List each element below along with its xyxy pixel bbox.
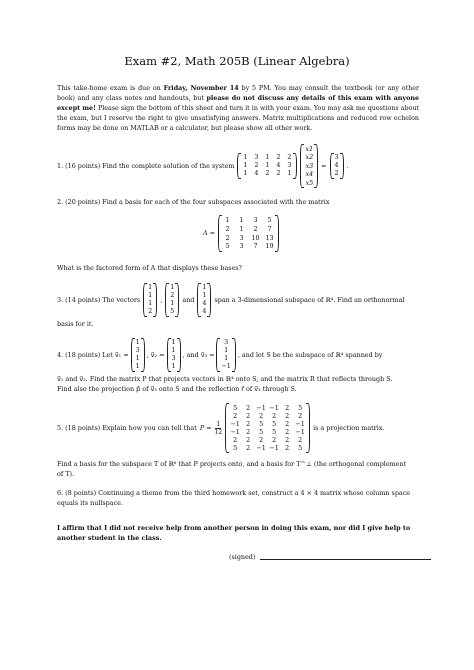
q4-v2-label: , v⃗₂ = bbox=[146, 350, 165, 359]
q3-vector-1 bbox=[143, 283, 157, 316]
intro-text-3: Please sign the bottom of this sheet and turn it in with your exam. You may ask me questions about the exam, but I reserve the right to give unsatisfying answers. Matrix multiplications and reduced row echelon forms may be done on MATLAB or a calculator, but please show all other work. bbox=[57, 104, 419, 132]
q5-matrix-entry: 2 bbox=[259, 412, 264, 420]
q4-v3-label: , and v⃗₃ = bbox=[182, 350, 215, 359]
q4-v3-entry: −1 bbox=[221, 361, 231, 370]
q1-matrix-entry: 2 bbox=[254, 161, 259, 170]
q4-v1-entry: 3 bbox=[135, 346, 140, 355]
q1-matrix-entry: 2 bbox=[265, 168, 270, 177]
q1-matrix-entry: 1 bbox=[265, 161, 270, 170]
q5-lead: 5. (18 points) Explain how you can tell that bbox=[57, 423, 197, 432]
q5-line-3: of T). bbox=[57, 470, 75, 478]
q5-matrix-entry: 2 bbox=[246, 412, 251, 420]
q5-matrix-entry: −1 bbox=[256, 444, 266, 452]
q2-matrix-label: A = bbox=[203, 229, 216, 238]
q5-fraction-numerator: 1 bbox=[216, 420, 221, 428]
q2-matrix-entry: 2 bbox=[225, 224, 230, 233]
q2-matrix-entry: 1 bbox=[225, 216, 230, 224]
question-2-text: 2. (20 points) Find a basis for each of the four subspaces associated with the matrix bbox=[57, 198, 330, 206]
q3-text: 3. (14 points) The vectors bbox=[57, 295, 141, 304]
q1-unknown-entry: x3 bbox=[305, 161, 314, 170]
q5-line-2: Find a basis for the subspace T of ℝ⁶ that P projects onto, and a basis for T^⊥ (the orthogonal complement bbox=[57, 460, 407, 468]
q4-vector-3 bbox=[216, 338, 235, 371]
q4-v3-entry: 1 bbox=[224, 346, 229, 355]
q5-fraction-denominator: 12 bbox=[214, 428, 223, 436]
q5-matrix-entry: 2 bbox=[233, 412, 238, 420]
q5-matrix bbox=[225, 403, 310, 453]
q1-unknowns bbox=[300, 144, 318, 189]
affirmation: I affirm that I did not receive help from another person in doing this exam, nor did I give help to another student in the class. bbox=[57, 524, 411, 542]
q5-matrix-entry: −1 bbox=[256, 404, 266, 412]
q1-matrix-entry: 1 bbox=[265, 153, 270, 162]
q3-end: basis for it. bbox=[57, 320, 94, 328]
q2-matrix-entry: 7 bbox=[267, 224, 272, 233]
q5-matrix-entry: −1 bbox=[230, 428, 240, 436]
q5-matrix-entry: −1 bbox=[295, 428, 305, 436]
q5-p-label: P = bbox=[199, 423, 212, 432]
q5-matrix-entry: 5 bbox=[272, 420, 277, 428]
q5-fraction bbox=[215, 421, 223, 436]
warning: please do not discuss any details of this exam with anyone except me! bbox=[57, 94, 419, 112]
q1-unknown-entry: x2 bbox=[305, 153, 314, 162]
q3-v3-entry: 1 bbox=[202, 291, 207, 300]
q2-matrix-entry: 5 bbox=[267, 216, 272, 224]
exam-title: Exam #2, Math 205B (Linear Algebra) bbox=[124, 54, 350, 68]
intro-text-2: by 5 PM. You may consult the textbook (or any other book) and any class notes and handouts, but bbox=[57, 85, 419, 102]
q5-matrix-entry: −1 bbox=[295, 420, 305, 428]
q5-tail: is a projection matrix. bbox=[313, 423, 385, 432]
q1-unknown-entry: x1 bbox=[305, 144, 314, 153]
q2-matrix-entry: 13 bbox=[265, 233, 274, 242]
signed-label: (signed) bbox=[229, 553, 256, 561]
q5-matrix-entry: 2 bbox=[285, 412, 290, 420]
q3-v3-entry: 4 bbox=[202, 299, 207, 307]
q2-matrix-entry: 2 bbox=[253, 224, 258, 233]
instructions bbox=[57, 84, 419, 134]
q5-matrix-entry: 2 bbox=[246, 444, 251, 452]
q5-matrix-entry: 2 bbox=[298, 412, 303, 420]
q1-unknown-entry: x4 bbox=[305, 170, 314, 179]
q2-matrix-entry: 3 bbox=[239, 242, 244, 251]
q1-matrix-entry: 3 bbox=[254, 153, 259, 162]
q4-v1-entry: 1 bbox=[135, 338, 140, 347]
q1-matrix-entry: 2 bbox=[276, 153, 281, 162]
q2-matrix-entry: 1 bbox=[239, 224, 244, 233]
q3-v3-entry: 1 bbox=[202, 283, 207, 292]
q5-matrix-entry: 2 bbox=[246, 420, 251, 428]
q4-v2-entry: 1 bbox=[171, 338, 176, 347]
q4-v1-entry: 1 bbox=[135, 354, 140, 362]
q5-matrix-entry: 5 bbox=[298, 404, 303, 412]
q4-lead: 4. (18 points) Let v⃗₁ = bbox=[57, 350, 129, 359]
q4-v2-entry: 3 bbox=[171, 354, 176, 362]
q3-v2-entry: 1 bbox=[170, 299, 175, 307]
q1-matrix-entry: 2 bbox=[276, 168, 281, 177]
q2-matrix-entry: 2 bbox=[225, 233, 230, 242]
question-5 bbox=[57, 402, 384, 454]
q5-matrix-entry: 2 bbox=[246, 436, 251, 444]
q1-rhs-entry: 2 bbox=[334, 168, 339, 177]
question-6-line-1: 6. (8 points) Continuing a theme from the third homework set, construct a 4 × 4 matrix whose column space bbox=[57, 489, 411, 497]
q5-matrix-entry: 2 bbox=[272, 412, 277, 420]
q3-v1-entry: 1 bbox=[148, 283, 153, 292]
q1-coefficient-matrix bbox=[237, 153, 297, 178]
q1-matrix-entry: 4 bbox=[254, 168, 259, 177]
q3-vector-2 bbox=[165, 283, 179, 316]
q5-matrix-entry: 2 bbox=[285, 444, 290, 452]
q2-matrix-entry: 3 bbox=[253, 216, 258, 224]
q5-matrix-entry: 5 bbox=[272, 428, 277, 436]
question-6-line-2: equals its nullspace. bbox=[57, 499, 123, 507]
q5-matrix-entry: 2 bbox=[285, 428, 290, 436]
q2-matrix-entry: 10 bbox=[251, 233, 260, 242]
q1-text: 1. (16 points) Find the complete solution of the system bbox=[57, 161, 235, 170]
q1-matrix-entry: 1 bbox=[243, 161, 248, 170]
q4-v3-entry: 1 bbox=[224, 354, 229, 362]
q2-matrix-entry: 7 bbox=[253, 242, 258, 251]
q5-matrix-entry: −1 bbox=[230, 420, 240, 428]
q4-line-3: Find also the projection p⃗ of v⃗₃ onto S and the reflection r⃗ of v⃗₃ through S. bbox=[57, 385, 297, 393]
q5-matrix-entry: 5 bbox=[259, 420, 264, 428]
q5-matrix-entry: 2 bbox=[298, 436, 303, 444]
q5-matrix-entry: 2 bbox=[246, 428, 251, 436]
q4-v3-entry: 3 bbox=[224, 338, 229, 347]
q3-v2-entry: 2 bbox=[170, 291, 175, 300]
q5-matrix-entry: 5 bbox=[233, 404, 238, 412]
q2-matrix-entry: 5 bbox=[225, 242, 230, 251]
q3-v1-entry: 1 bbox=[148, 291, 153, 300]
q3-v3-entry: 4 bbox=[202, 306, 207, 315]
q1-matrix-entry: 1 bbox=[243, 153, 248, 162]
q5-matrix-entry: −1 bbox=[269, 404, 279, 412]
q5-matrix-entry: 5 bbox=[233, 444, 238, 452]
question-2-matrix bbox=[203, 215, 279, 252]
q4-line-2: v⃗₁ and v⃗₂. Find the matrix P that projects vectors in ℝ⁴ onto S, and the matrix R that reflects through S. bbox=[57, 375, 393, 383]
q1-matrix-entry: 3 bbox=[287, 161, 292, 170]
q3-mid: span a 3-dimensional subspace of ℝ⁴. Find an orthonormal bbox=[214, 295, 405, 304]
q5-matrix-entry: 2 bbox=[246, 404, 251, 412]
signature-line[interactable] bbox=[260, 559, 431, 560]
q4-vector-1 bbox=[131, 338, 145, 371]
q3-v2-entry: 1 bbox=[170, 283, 175, 292]
q3-v2-entry: 5 bbox=[170, 306, 175, 315]
q5-matrix-entry: 5 bbox=[298, 444, 303, 452]
q5-matrix-entry: 2 bbox=[272, 436, 277, 444]
q1-rhs bbox=[330, 153, 344, 178]
q1-matrix-entry: 1 bbox=[287, 168, 292, 177]
q5-matrix-entry: 2 bbox=[259, 436, 264, 444]
q3-v1-entry: 2 bbox=[148, 306, 153, 315]
intro-text-1: This take-home exam is due on bbox=[57, 85, 164, 92]
q5-matrix-entry: 2 bbox=[285, 420, 290, 428]
question-1: 1. (16 points) Find the complete solution of the system 1 3 1 2 2 1 2 1 4 3 1 4 2 2 1 x1 x2 x3 x4 x5 = 3 4 2 . bbox=[57, 144, 349, 187]
q5-matrix-entry: 2 bbox=[233, 436, 238, 444]
q1-matrix-entry: 2 bbox=[287, 153, 292, 162]
q1-matrix-entry: 1 bbox=[243, 168, 248, 177]
q4-v2-entry: 1 bbox=[171, 346, 176, 355]
q5-matrix-entry: 2 bbox=[285, 436, 290, 444]
q5-matrix-entry: −1 bbox=[269, 444, 279, 452]
q3-v1-entry: 1 bbox=[148, 299, 153, 307]
q5-matrix-entry: 5 bbox=[259, 428, 264, 436]
q2-matrix-entry: 3 bbox=[239, 233, 244, 242]
q3-vector-3 bbox=[197, 283, 211, 316]
question-2-followup: What is the factored form of A that displays these bases? bbox=[57, 264, 242, 272]
q1-rhs-entry: 4 bbox=[334, 161, 339, 170]
question-3: 3. (14 points) The vectors 1 1 1 2 , 1 2 1 5 and 1 1 4 4 span a 3-dimensional subspace of ℝ⁴. Find an orthonormal bbox=[57, 283, 405, 315]
q1-matrix-entry: 4 bbox=[276, 161, 281, 170]
q2-matrix-entry: 19 bbox=[265, 242, 274, 251]
q2-matrix-entry: 1 bbox=[239, 216, 244, 224]
q3-and: and bbox=[182, 295, 195, 304]
q4-vector-2 bbox=[167, 338, 181, 371]
q4-tail: , and let S be the subspace of ℝ⁴ spanned by bbox=[237, 350, 383, 359]
q1-unknown-entry: x5 bbox=[305, 178, 314, 187]
q4-v2-entry: 1 bbox=[171, 361, 176, 370]
q4-v1-entry: 1 bbox=[135, 361, 140, 370]
due-date: Friday, November 14 bbox=[163, 85, 239, 92]
question-4 bbox=[57, 336, 382, 374]
q5-matrix-entry: 2 bbox=[285, 404, 290, 412]
q1-rhs-entry: 3 bbox=[334, 153, 339, 162]
